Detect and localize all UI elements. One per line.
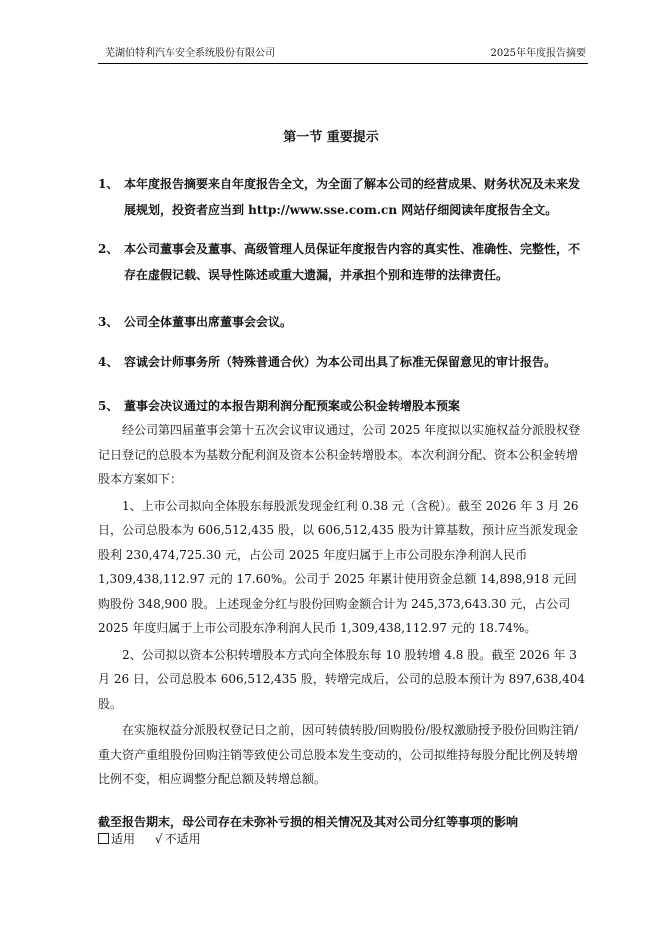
header-company: 芜湖伯特利汽车安全系统股份有限公司	[105, 48, 275, 59]
paragraph-intro: 经公司第四届董事会第十五次会议审议通过，公司 2025 年度拟以实施权益分派股权登记日登记的总股本为基数分配利润及资本公积金转增股本。本次利润分配、资本公积金转增股本方案如下：	[98, 423, 581, 486]
item-3-text: 公司全体董事出席董事会会议。	[124, 315, 293, 329]
item-3-number: 3、	[98, 315, 119, 329]
item-3	[98, 309, 588, 335]
item-5	[98, 393, 588, 419]
paragraph-cash-dividend: 1、上市公司拟向全体股东每股派发现金红利 0.38 元（含税）。截至 2026 年 3 月 26 日，公司总股本为 606,512,435 股，以 606,512,435 股为计算基数，预计应当派发现金股利 230,474,725.30 元，占公司 2025 年度归属于上市公司股东净利润人民币 1,309,438,112.97 元的 17.60%。公司于 2025 年累计使用资金总额 14,898,918 元回购股份 348,900 股。上述现金分红与股份回购金额合计为 245,373,643.30 元，占公司 2025 年度归属于上市公司股东净利润人民币 1,309,438,112.97 元的 18.74%。	[98, 498, 579, 635]
item-1	[98, 171, 588, 223]
distribution-body	[98, 418, 588, 792]
not-applicable-check-icon[interactable]: √	[154, 832, 163, 846]
item-5-number: 5、	[98, 399, 119, 413]
applicable-checkbox[interactable]	[98, 833, 109, 844]
section-title: 第一节 重要提示	[283, 130, 379, 145]
not-applicable-label: 不适用	[164, 832, 201, 846]
item-4	[98, 349, 588, 375]
applicable-label: 适用	[111, 832, 136, 846]
page-header	[98, 45, 588, 64]
item-4-number: 4、	[98, 355, 119, 369]
item-2	[98, 236, 588, 288]
item-1-number: 1、	[98, 177, 119, 191]
item-1-text: 本年度报告摘要来自年度报告全文，为全面了解本公司的经营成果、财务状况及未来发展规划，投资者应当到 http://www.sse.com.cn 网站仔细阅读年度报告全文。	[124, 177, 581, 217]
paragraph-capital-reserve: 2、公司拟以资本公积转增股本方式向全体股东每 10 股转增 4.8 股。截至 2026 年 3 月 26 日，公司总股本 606,512,435 股，转增完成后，公司的总股本预计为 897,638,404 股。	[98, 647, 586, 711]
item-5-text: 董事会决议通过的本报告期利润分配预案或公积金转增股本预案	[124, 399, 461, 413]
header-doc-title: 2025年年度报告摘要	[490, 48, 586, 59]
paragraph-adjustment: 在实施权益分派股权登记日之前，因可转债转股/回购股份/股权激励授予股份回购注销/重大资产重组股份回购注销等致使公司总股本发生变动的，公司拟维持每股分配比例及转增比例不变，相应调整分配总额及转增总额。	[98, 723, 579, 786]
loss-heading: 截至报告期末，母公司存在未弥补亏损的相关情况及其对公司分红等事项的影响	[98, 815, 519, 829]
applicability-options	[98, 829, 588, 849]
item-4-text: 容诚会计师事务所（特殊普通合伙）为本公司出具了标准无保留意见的审计报告。	[124, 355, 557, 369]
item-2-text: 本公司董事会及董事、高级管理人员保证年度报告内容的真实性、准确性、完整性，不存在虚假记载、误导性陈述或重大遗漏，并承担个别和连带的法律责任。	[124, 242, 581, 282]
item-2-number: 2、	[98, 242, 119, 256]
